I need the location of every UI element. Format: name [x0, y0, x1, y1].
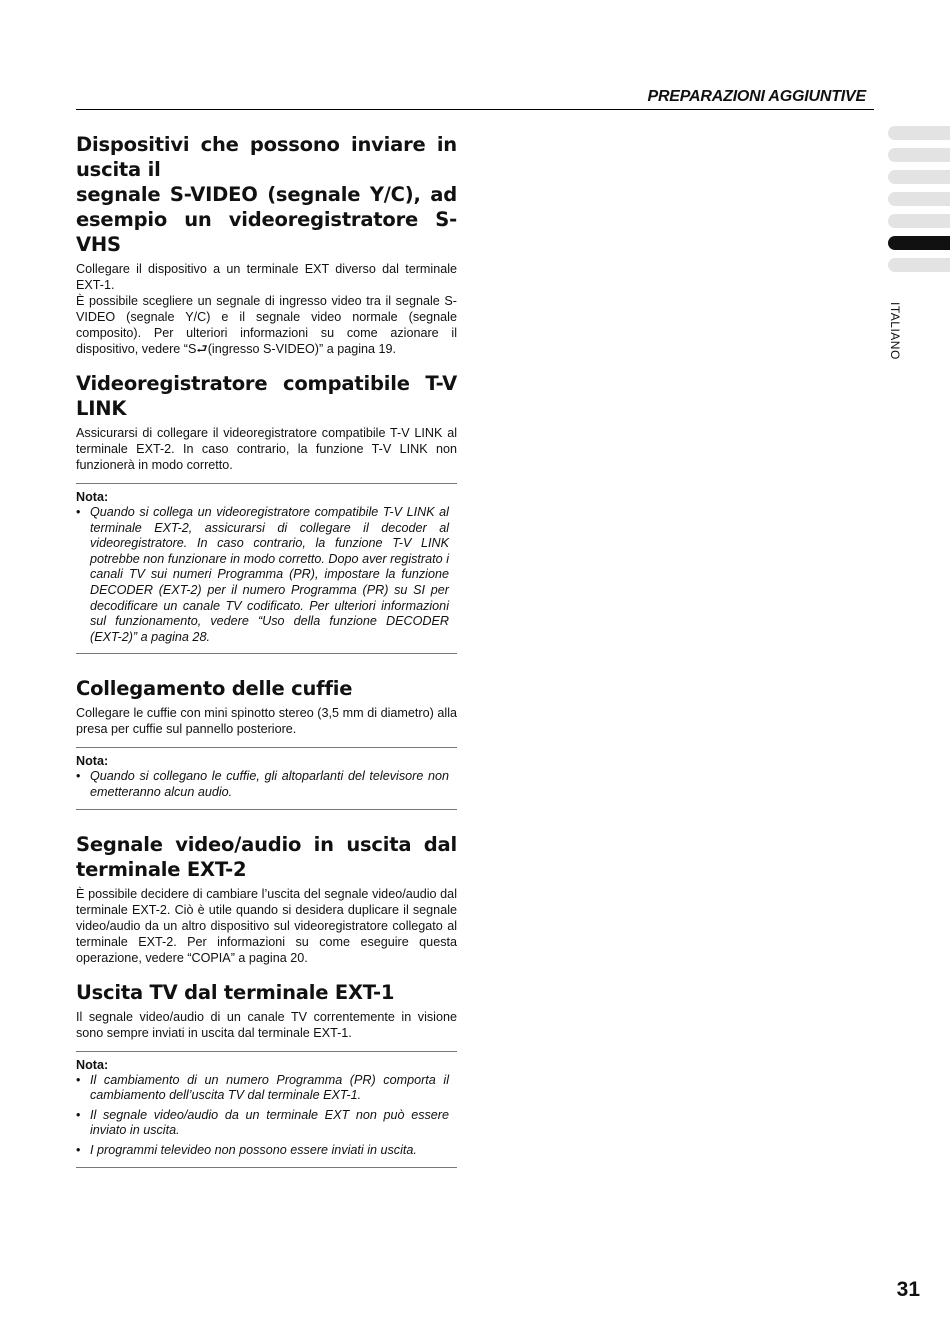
note-list [76, 505, 449, 645]
note-box [76, 1051, 457, 1168]
section-ext2-output [76, 832, 457, 966]
note-list [76, 1073, 449, 1159]
body-paragraph: È possibile scegliere un segnale di ingresso video tra il segnale S-VIDEO (segnale Y/C) e il segnale video normale (segnale composito). Per ulteriori informazioni su come azionare il dispositivo, vedere “S⮐(ingresso S-VIDEO)” a pagina 19. [76, 294, 457, 356]
body-paragraph: Assicurarsi di collegare il videoregistratore compatibile T-V LINK al terminale EXT-2. In caso contrario, la funzione T-V LINK non funzionerà in modo corretto. [76, 426, 457, 472]
section-headphones [76, 676, 457, 809]
section-tvlink [76, 371, 457, 654]
title-line: LINK [76, 397, 127, 420]
note-item: • I programmi televideo non possono essere inviati in uscita. [76, 1143, 449, 1159]
section-tab [888, 258, 950, 272]
title-line: Segnale video/audio in uscita dal [76, 832, 457, 856]
section-tab [888, 192, 950, 206]
title-line: uscita il [76, 158, 161, 181]
note-item: • Il cambiamento di un numero Programma (PR) comporta il cambiamento dell’uscita TV dal terminale EXT-1. [76, 1073, 449, 1104]
section-title [76, 980, 457, 1005]
section-title [76, 371, 457, 421]
note-box [76, 483, 457, 654]
note-title: Nota: [76, 754, 109, 769]
note-item: • Quando si collega un videoregistratore compatibile T-V LINK al terminale EXT-2, assicurarsi di collegare il decoder al videoregistratore. In caso contrario, la funzione T-V LINK potrebbe non funzionare in modo corretto. Dopo aver registrato i canali TV sui numeri Programma (PR), impostare la funzione DECODER (EXT-2) per il numero Programma (PR) su SI per decodificare un canale TV codificato. Per ulteriori informazioni sul funzionamento, vedere “Uso della funzione DECODER (EXT-2)” a pagina 28. [76, 505, 449, 645]
header-title: PREPARAZIONI AGGIUNTIVE [647, 88, 866, 105]
title-line: segnale S-VIDEO (segnale Y/C), ad [76, 183, 457, 206]
body-paragraph: Il segnale video/audio di un canale TV correntemente in visione sono sempre inviati in uscita dal terminale EXT-1. [76, 1009, 457, 1040]
note-box [76, 747, 457, 809]
section-tab [888, 170, 950, 184]
title-line: Videoregistratore compatibile T-V [76, 372, 457, 395]
main-column [76, 132, 457, 1190]
title-line: Uscita TV dal terminale EXT-1 [76, 980, 395, 1004]
note-title: Nota: [76, 490, 109, 504]
note-list [76, 769, 449, 800]
section-svideo [76, 132, 457, 357]
language-label: ITALIANO [888, 302, 902, 360]
section-tab [888, 126, 950, 140]
page-number: 31 [896, 1278, 920, 1301]
note-title: Nota: [76, 1057, 109, 1072]
header-rule [76, 109, 874, 110]
title-line: Dispositivi che possono inviare in [76, 133, 457, 156]
section-tab-active [888, 236, 950, 250]
section-title [76, 832, 457, 882]
section-title [76, 676, 457, 701]
body-paragraph: Collegare il dispositivo a un terminale EXT diverso dal terminale EXT-1. [76, 262, 457, 292]
section-ext1-output [76, 980, 457, 1168]
note-item: • Quando si collegano le cuffie, gli altoparlanti del televisore non emetteranno alcun audio. [76, 769, 449, 800]
section-title [76, 132, 457, 257]
section-tabs [888, 126, 950, 280]
section-tab [888, 214, 950, 228]
title-line: esempio un videoregistratore S-VHS [76, 208, 457, 256]
title-line: terminale EXT-2 [76, 857, 247, 881]
body-paragraph: Collegare le cuffie con mini spinotto stereo (3,5 mm di diametro) alla presa per cuffie sul pannello posteriore. [76, 706, 457, 737]
body-paragraph: È possibile decidere di cambiare l’uscita del segnale video/audio dal terminale EXT-2. Ciò è utile quando si desidera duplicare il segnale video/audio da un altro dispositivo sul videoregistratore collegato al terminale EXT-2. Per informazioni su come eseguire questa operazione, vedere “COPIA” a pagina 20. [76, 886, 457, 965]
note-item: • Il segnale video/audio da un terminale EXT non può essere inviato in uscita. [76, 1108, 449, 1139]
section-tab [888, 148, 950, 162]
title-line: Collegamento delle cuffie [76, 677, 353, 701]
